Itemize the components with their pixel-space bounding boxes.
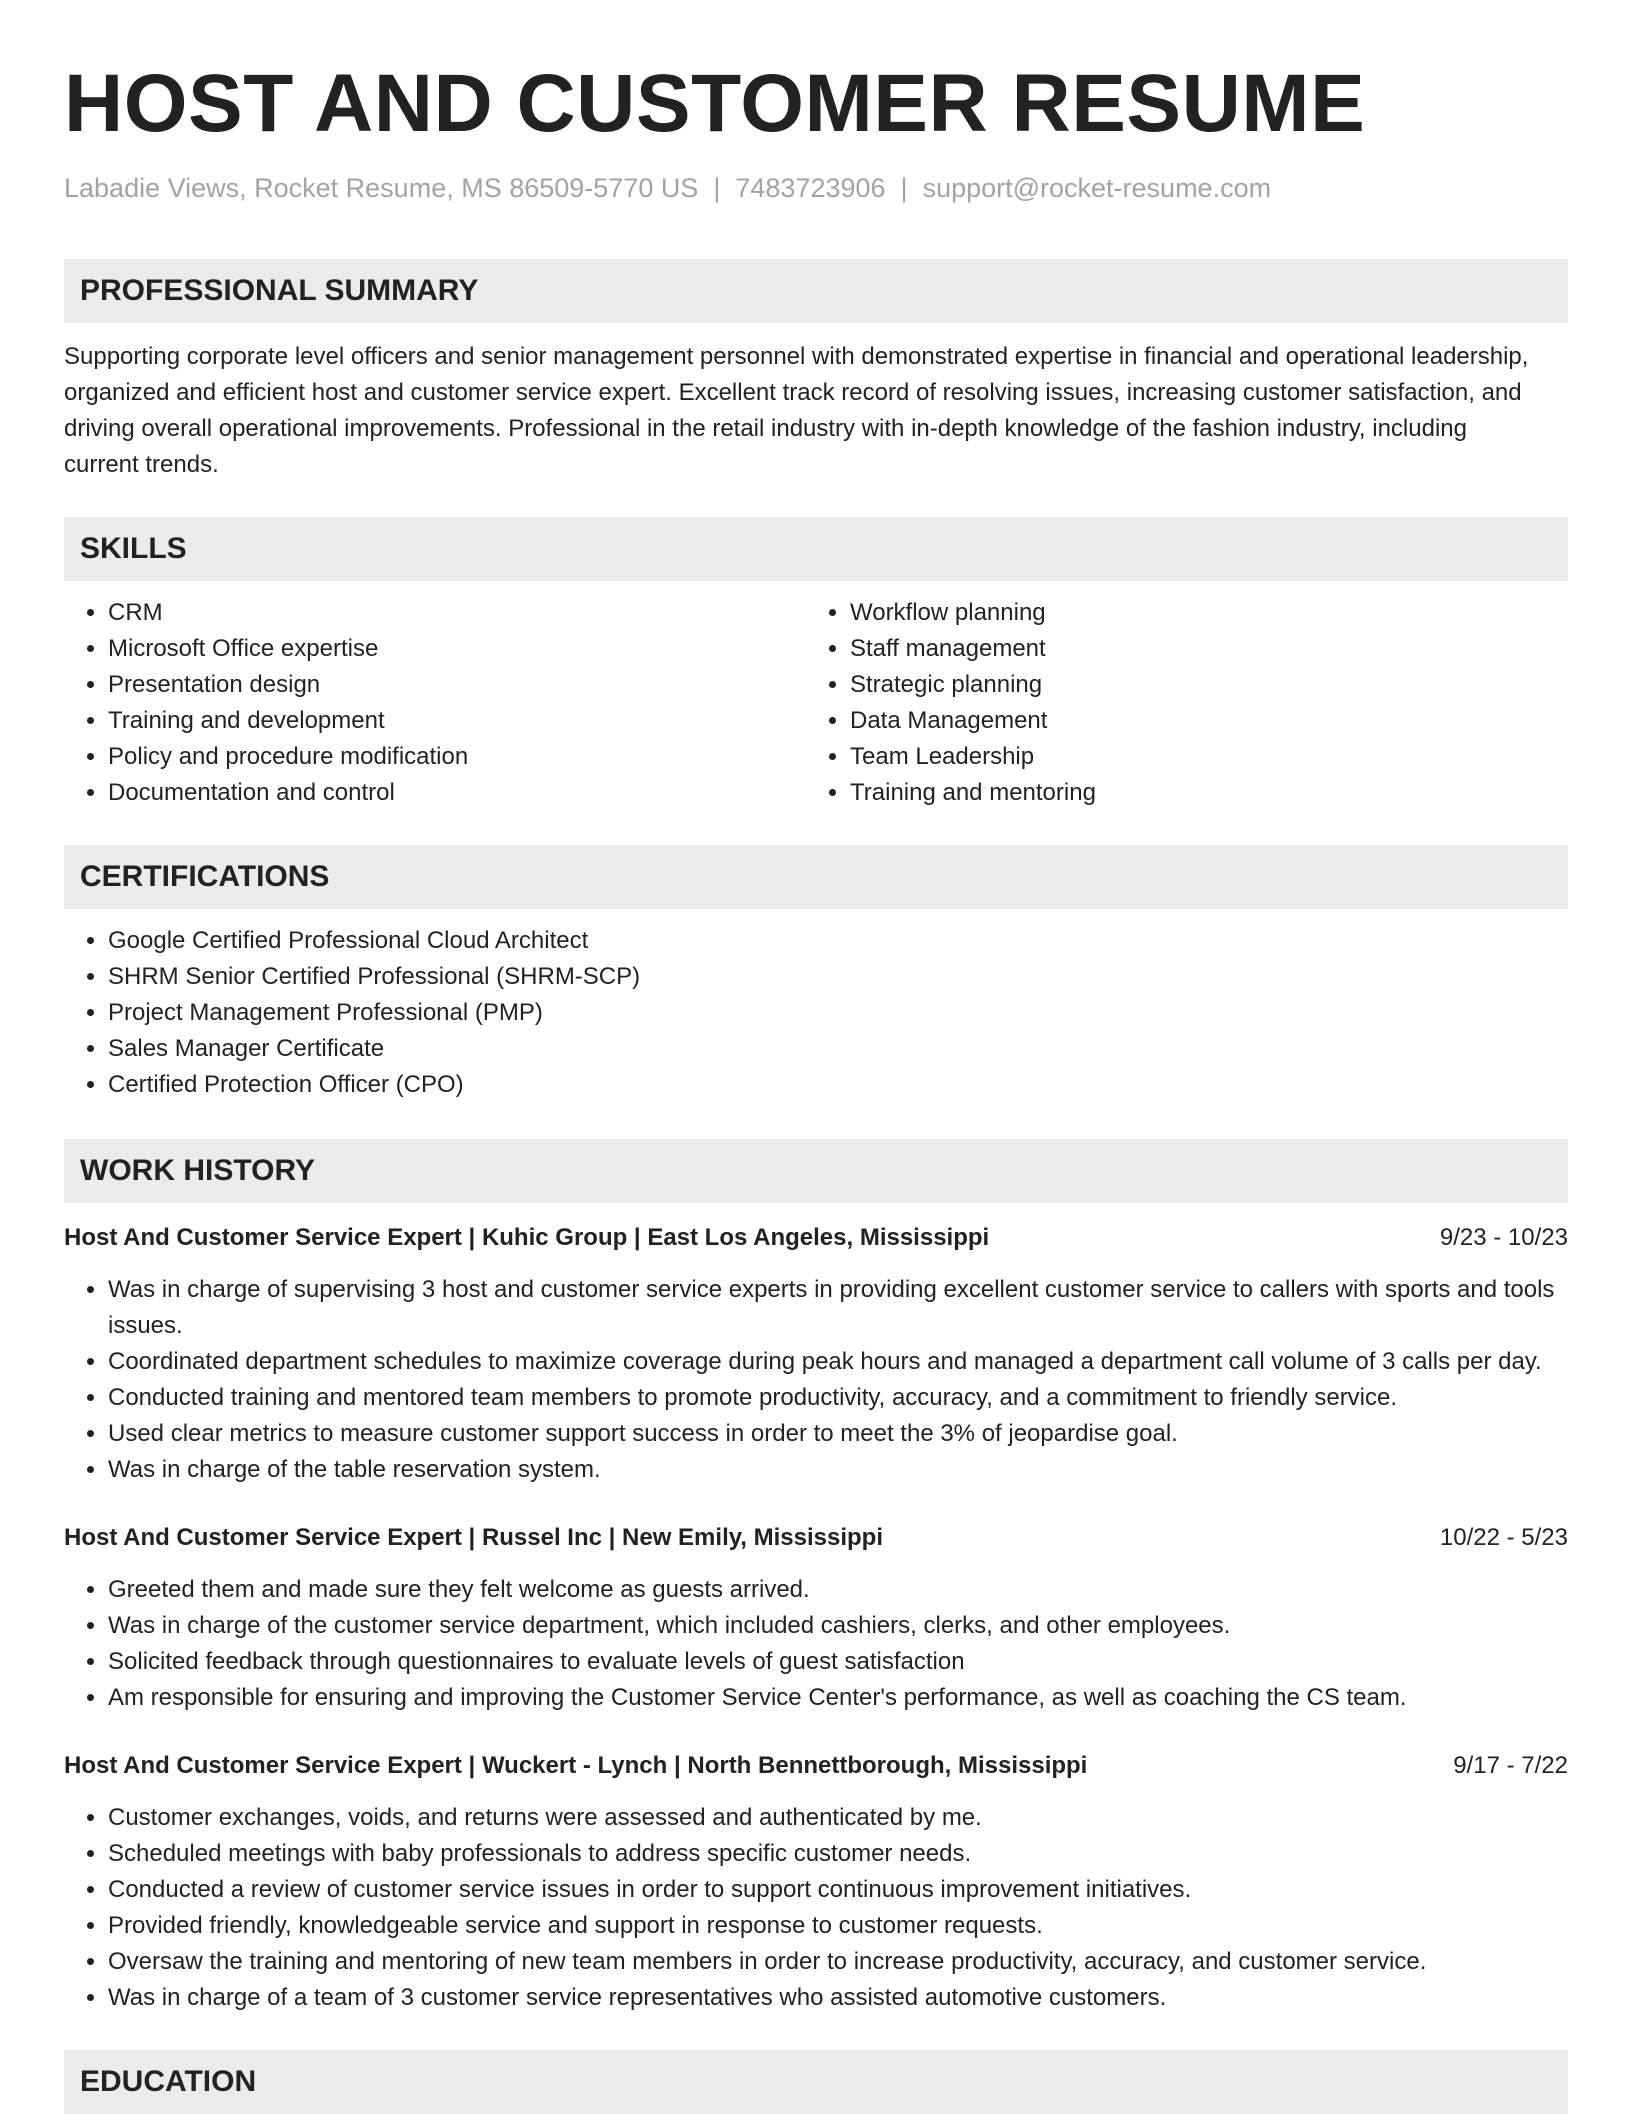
skill-item: • Documentation and control — [108, 775, 806, 811]
certification-item: • SHRM Senior Certified Professional (SHRM-SCP) — [108, 959, 1568, 995]
skill-item: • Data Management — [850, 703, 1548, 739]
job-bullet: • Was in charge of the table reservation system. — [108, 1452, 1568, 1488]
job-bullet: • Oversaw the training and mentoring of new team members in order to increase productivity, accuracy, and customer service. — [108, 1944, 1568, 1980]
job-dates: 9/23 - 10/23 — [1439, 1224, 1568, 1251]
certification-item: • Project Management Professional (PMP) — [108, 995, 1568, 1031]
contact-phone: 7483723906 — [735, 173, 886, 203]
job-bullet: • Was in charge of supervising 3 host and customer service experts in providing excellent customer service to callers with sports and tools issues. — [108, 1272, 1568, 1344]
skill-item: • Training and mentoring — [850, 775, 1548, 811]
summary-heading: PROFESSIONAL SUMMARY — [64, 259, 1568, 323]
certification-item: • Sales Manager Certificate — [108, 1031, 1568, 1067]
skill-item: • Workflow planning — [850, 595, 1548, 631]
resume-title: HOST AND CUSTOMER RESUME — [64, 58, 1366, 149]
skills-list-left — [64, 595, 806, 811]
job-bullet: • Was in charge of the customer service department, which included cashiers, clerks, and other employees. — [108, 1608, 1568, 1644]
job-bullet-list — [64, 1272, 1568, 1488]
job-bullet: • Scheduled meetings with baby professionals to address specific customer needs. — [108, 1836, 1568, 1872]
contact-email: support@rocket-resume.com — [922, 173, 1272, 203]
contact-line — [64, 170, 1568, 206]
job-bullet: • Greeted them and made sure they felt welcome as guests arrived. — [108, 1572, 1568, 1608]
skill-item: • Training and development — [108, 703, 806, 739]
job-bullet: • Used clear metrics to measure customer support success in order to meet the 3% of jeopardise goal. — [108, 1416, 1568, 1452]
skills-list-right — [806, 595, 1548, 811]
job-dates: 10/22 - 5/23 — [1439, 1524, 1568, 1551]
job-bullet: • Provided friendly, knowledgeable service and support in response to customer requests. — [108, 1908, 1568, 1944]
certification-item: • Google Certified Professional Cloud Architect — [108, 923, 1568, 959]
job-bullet-list — [64, 1800, 1568, 2016]
skill-item: • Presentation design — [108, 667, 806, 703]
job-bullet: • Am responsible for ensuring and improving the Customer Service Center's performance, as well as coaching the CS team. — [108, 1680, 1568, 1716]
job-bullet: • Was in charge of a team of 3 customer service representatives who assisted automotive customers. — [108, 1980, 1568, 2016]
skills-heading: SKILLS — [64, 517, 1568, 581]
job-title: Host And Customer Service Expert | Kuhic Group | East Los Angeles, Mississippi — [64, 1224, 990, 1251]
contact-separator: | — [900, 173, 908, 203]
job-dates: 9/17 - 7/22 — [1453, 1752, 1568, 1779]
contact-separator: | — [713, 173, 721, 203]
skill-item: • Team Leadership — [850, 739, 1548, 775]
education-heading: EDUCATION — [64, 2050, 1568, 2114]
job-bullet-list — [64, 1572, 1568, 1716]
job-bullet: • Coordinated department schedules to maximize coverage during peak hours and managed a department call volume of 3 calls per day. — [108, 1344, 1568, 1380]
job-bullet: • Solicited feedback through questionnaires to evaluate levels of guest satisfaction — [108, 1644, 1568, 1680]
certifications-list — [64, 923, 1568, 1103]
job-header — [64, 1520, 1568, 1556]
skill-item: • Policy and procedure modification — [108, 739, 806, 775]
job-bullet: • Conducted training and mentored team members to promote productivity, accuracy, and a commitment to friendly service. — [108, 1380, 1568, 1416]
job-bullet: • Customer exchanges, voids, and returns were assessed and authenticated by me. — [108, 1800, 1568, 1836]
job-title: Host And Customer Service Expert | Russel Inc | New Emily, Mississippi — [64, 1524, 884, 1551]
skill-item: • Microsoft Office expertise — [108, 631, 806, 667]
skill-item: • Staff management — [850, 631, 1548, 667]
job-bullet: • Conducted a review of customer service issues in order to support continuous improvement initiatives. — [108, 1872, 1568, 1908]
skills-grid — [64, 595, 1568, 811]
summary-text: Supporting corporate level officers and senior management personnel with demonstrated expertise in financial and operational leadership, organized and efficient host and customer service expert. Excellent track record of resolving issues, increasing customer satisfaction, and driving overall operational improvements. Professional in the retail industry with in-depth knowledge of the fashion industry, including current trends. — [64, 343, 1529, 478]
contact-address: Labadie Views, Rocket Resume, MS 86509-5770 US — [64, 173, 699, 203]
job-header — [64, 1748, 1568, 1784]
certifications-heading: CERTIFICATIONS — [64, 845, 1568, 909]
skill-item: • Strategic planning — [850, 667, 1548, 703]
job-title: Host And Customer Service Expert | Wuckert - Lynch | North Bennettborough, Mississippi — [64, 1752, 1088, 1779]
job-header — [64, 1220, 1568, 1256]
certification-item: • Certified Protection Officer (CPO) — [108, 1067, 1568, 1103]
work-history-heading: WORK HISTORY — [64, 1139, 1568, 1203]
skill-item: • CRM — [108, 595, 806, 631]
